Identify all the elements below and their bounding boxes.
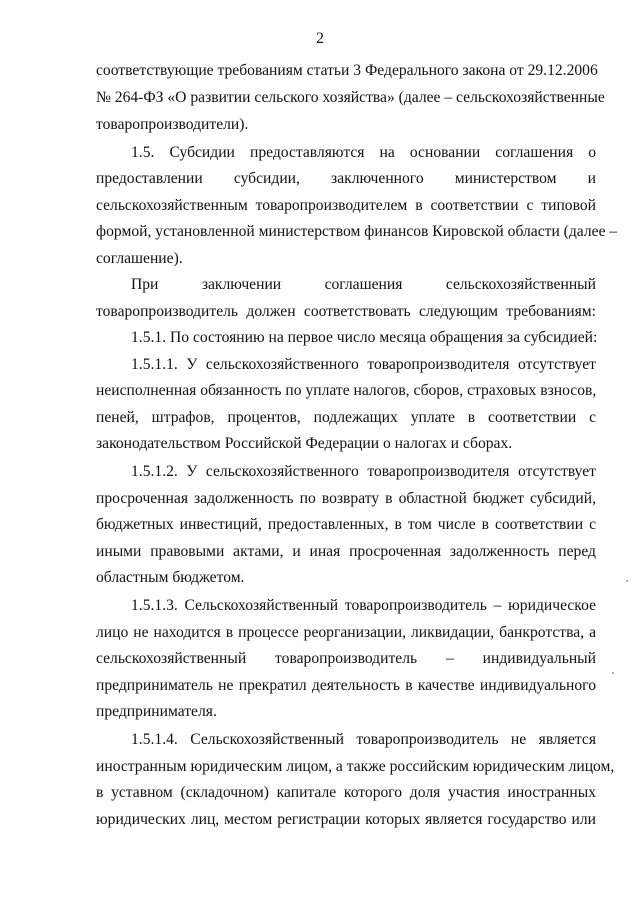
page-number: 2: [316, 30, 324, 47]
text-line: сельскохозяйственный товаропроизводитель – индивидуальный: [96, 650, 596, 667]
text-line: При заключении соглашения сельскохозяйственный: [131, 276, 596, 293]
text-line: 1.5.1. По состоянию на первое число месяца обращения за субсидией:: [131, 329, 598, 346]
text-line: иностранным юридическим лицом, а также российским юридическим лицом,: [96, 758, 615, 775]
text-line: предоставлении субсидии, заключенного министерством и: [96, 170, 596, 187]
text-line: неисполненная обязанность по уплате налогов, сборов, страховых взносов,: [96, 382, 597, 399]
text-line: бюджетных инвестиций, предоставленных, в том числе в соответствии с: [96, 516, 596, 533]
text-line: законодательством Российской Федерации о налогах и сборах.: [96, 435, 513, 452]
text-line: просроченная задолженность по возврату в областной бюджет субсидий,: [96, 490, 596, 507]
text-line: 1.5.1.2. У сельскохозяйственного товаропроизводителя отсутствует: [131, 463, 596, 480]
scan-speck: [626, 580, 628, 582]
scan-speck: [612, 672, 614, 674]
text-line: соответствующие требованиям статьи 3 Федерального закона от 29.12.2006: [96, 62, 598, 79]
text-line: областным бюджетом.: [96, 569, 245, 586]
text-line: 1.5. Субсидии предоставляются на основании соглашения о: [131, 144, 596, 161]
text-line: предприниматель не прекратил деятельность в качестве индивидуального: [96, 677, 596, 694]
text-line: лицо не находится в процессе реорганизации, ликвидации, банкротства, а: [96, 624, 596, 641]
text-line: соглашение).: [96, 250, 183, 267]
text-line: иными правовыми актами, и иная просроченная задолженность перед: [96, 543, 596, 560]
text-line: юридических лиц, местом регистрации которых является государство или: [96, 811, 596, 828]
text-line: 1.5.1.4. Сельскохозяйственный товаропроизводитель не является: [131, 731, 596, 748]
text-line: 1.5.1.3. Сельскохозяйственный товаропроизводитель – юридическое: [131, 597, 596, 614]
text-line: пеней, штрафов, процентов, подлежащих уплате в соответствии с: [96, 409, 596, 426]
text-line: формой, установленной министерством финансов Кировской области (далее –: [96, 223, 618, 240]
text-line: предпринимателя.: [96, 703, 217, 720]
text-line: товаропроизводители).: [96, 116, 249, 133]
text-line: сельскохозяйственным товаропроизводителем в соответствии с типовой: [96, 197, 596, 214]
text-line: 1.5.1.1. У сельскохозяйственного товаропроизводителя отсутствует: [131, 356, 596, 373]
text-line: № 264-ФЗ «О развитии сельского хозяйства» (далее – сельскохозяйственные: [96, 89, 605, 106]
text-line: в уставном (складочном) капитале которого доля участия иностранных: [96, 784, 596, 801]
text-line: товаропроизводитель должен соответствовать следующим требованиям:: [96, 303, 596, 320]
